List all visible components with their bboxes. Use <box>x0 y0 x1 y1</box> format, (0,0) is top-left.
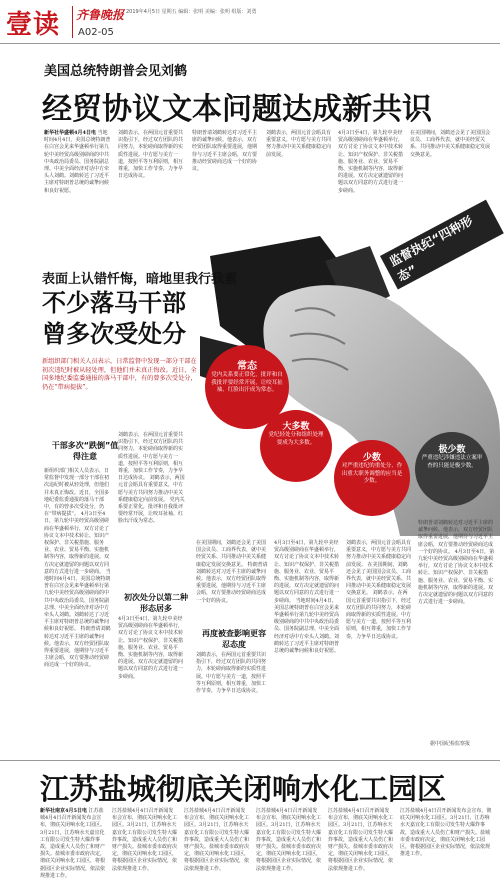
feature-column-2 <box>118 432 186 588</box>
feature-headline <box>42 288 186 350</box>
feature-subhead-2: 初次处分以第二种形态居多 <box>124 593 188 613</box>
feature-subhead-3: 再度被查影响更容忍态度 <box>202 629 266 649</box>
feature-subhead-1: 干部多次“跌倒”值得注意 <box>51 441 119 461</box>
bubble-jishaoshu <box>415 432 489 506</box>
page-number: A02-05 <box>78 27 114 38</box>
story2-column-3 <box>184 808 250 872</box>
story2-column-1 <box>40 808 106 879</box>
story1-paragraph: 在美国期间，刘鹤还会见了美国国会议员、工商界代表，就中美经贸关系、共同推动中美关系健康稳定发展交换意见。 <box>410 130 491 158</box>
feature-paragraph: 新组织部门相关人员表示，日常监督中发现一部分干部在初次违纪时被从轻处理，但他们并未真正悔改。近日，全国多地纪委监委通报的落马干部中，有的曾多次受处分，仍在“带病提拔”。 <box>44 468 110 518</box>
story1-column-1 <box>44 130 112 240</box>
bubble-changtai-title: 常态 <box>237 361 257 372</box>
feature-column-2b <box>118 616 186 756</box>
bubble-daduoshu <box>260 410 332 482</box>
story2-dateline: 新华社南京4月5日电 <box>40 808 87 814</box>
feature-credit: 据中国纪检监察报 <box>430 741 471 747</box>
masthead <box>0 0 500 44</box>
feature-column-1 <box>44 468 112 756</box>
story2-paragraph: 江苏盐城4月4日召开新闻发布会宣布，彻底关闭响水化工园区。3月21日，江苏响水天嘉宜化工有限公司发生特大爆炸事故，造成重大人员伤亡和财产损失。盐城市委市政府决定，彻底关闭响水化工园区，将根据园区企业实际情况，依法依规推进工作。 <box>400 808 492 858</box>
section-name: 壹读 <box>6 10 61 40</box>
feature-paragraph: 4月3日至4日，第九轮中美经贸高级别磋商在华盛顿举行，双方讨论了协议文本中技术转让、知识产权保护、非关税措施、服务业、农业、贸易平衡、实施机制等内容，取得新的进展。双方决定就遗留的问题以双方同意的方式进行进一步磋商。 <box>118 616 184 680</box>
story-divider <box>0 760 500 761</box>
feature-paragraph: 当地时间4月4日，美国总统特朗普在白宫会见来华盛顿举行第九轮中美经贸高级别磋商的中共中央政治局委员、国务院副总理、中美全面经济对话中方牵头人刘鹤。刘鹤转达了习近平主席对特朗普总统的诚挚问候和良好祝愿。 <box>274 597 340 655</box>
story2-paragraph: 江苏盐城4月4日召开新闻发布会宣布，彻底关闭响水化工园区。3月21日，江苏响水天嘉宜化工有限公司发生特大爆炸事故，造成重大人员伤亡和财产损失。盐城市委市政府决定，彻底关闭响水化工园区，将根据园区企业实际情况，依法依规推进工作。 <box>256 808 322 872</box>
feature-paragraph: 当地时间4月4日，美国总统特朗普在白宫会见来华盛顿举行第九轮中美经贸高级别磋商的中共中央政治局委员、国务院副总理、中美全面经济对话中方牵头人刘鹤。刘鹤转达了习近平主席对特朗普总统的诚挚问候和良好祝愿。 <box>44 568 111 633</box>
bubble-daduoshu-desc: 党纪轻处分和组织处理要成为大多数。 <box>268 432 324 446</box>
story1-kicker: 美国总统特朗普会见刘鹤 <box>44 64 188 79</box>
feature-paragraph: 在美国期间，刘鹤还会见了美国国会议员、工商界代表，就中美经贸关系、共同推动中美关系健康稳定发展交换意见。 <box>346 561 412 597</box>
story2-paragraph: 江苏盐城4月4日召开新闻发布会宣布，彻底关闭响水化工园区。3月21日，江苏响水天嘉宜化工有限公司发生特大爆炸事故，造成重大人员伤亡和财产损失。盐城市委市政府决定，彻底关闭响水化工园区，将根据园区企业实际情况，依法依规推进工作。 <box>184 808 250 872</box>
newspaper-logo: 齐鲁晚报 <box>76 8 125 22</box>
feature-banner: 监督执纪“四种形态” <box>380 200 504 290</box>
story1-paragraph: 4月3日至4日，第九轮中美经贸高级别磋商在华盛顿举行，双方讨论了协议文本中技术转让、知识产权保护、非关税措施、服务业、农业、贸易平衡、实施机制等内容，取得新的进展。双方决定就遗留的问题以双方同意的方式进行进一步磋商。 <box>338 130 404 194</box>
feature-headline-line1: 不少落马干部 <box>42 289 186 317</box>
story1-paragraph: 刘鹤表示，在两国元首重要共识指引下，经过双方团队的共同努力，本轮磋商取得新的实质性进展。中方愿与美方一道，按照平等互利原则，相互尊重，加快工作节奏，力争早日达成协议。 <box>118 130 184 180</box>
story1-paragraph: 特朗普请刘鹤转达对习近平主席的诚挚问候。他表示，双方经贸团队取得重要进展，他期待与习近平主席会晤，双方要推动经贸磋商达成一个好的协议。 <box>192 130 258 173</box>
story2-paragraph: 江苏盐城4月4日召开新闻发布会宣布，彻底关闭响水化工园区。3月21日，江苏响水天嘉宜化工有限公司发生特大爆炸事故，造成重大人员伤亡和财产损失。盐城市委市政府决定，彻底关闭响水化工园区，将根据园区企业实际情况，依法依规推进工作。 <box>328 808 394 872</box>
feature-paragraph: 刘鹤表示，在两国元首重要共识指引下，经过双方团队的共同努力，本轮磋商取得新的实质性进展。中方愿与美方一道，按照平等互利原则，相互尊重，加快工作节奏，力争早日达成协议。 <box>196 652 267 695</box>
feature-kicker: 表面上认错忏悔，暗地里我行我素 <box>42 272 238 287</box>
feature-paragraph: 党内关系要正常化，批评和自我批评要经常开展，让咬耳扯袖、红脸出汗成为常态。 <box>118 496 185 525</box>
story1-paragraph: 刘鹤表示，两国元首会晤具有重要意义，中方愿与美方共同努力推动中美关系健康稳定向前发展。 <box>266 130 332 158</box>
story1-paragraph: 当地时间4月4日，美国总统特朗普在白宫会见来华盛顿举行第九轮中美经贸高级别磋商的中共中央政治局委员、国务院副总理、中美全面经济对话中方牵头人刘鹤。刘鹤转达了习近平主席对特朗普总统的诚挚问候和良好祝愿。 <box>44 130 111 194</box>
feature-intro: 新组织部门相关人员表示，日常监督中发现一部分干部在初次违纪时被从轻处理，但他们并未真正悔改。近日，全国多地纪委监委通报的落马干部中，有的曾多次受处分，仍在“带病提拔”。 <box>42 358 197 391</box>
story2-column-2 <box>112 808 178 872</box>
story1-headline: 经贸协议文本问题达成新共识 <box>42 92 432 127</box>
feature-paragraph: 特朗普请刘鹤转达对习近平主席的诚挚问候。他表示，双方经贸团队取得重要进展，他期待与习近平主席会晤，双方要推动经贸磋商达成一个好的协议。 <box>196 561 268 604</box>
edition-meta: 2019年4月5日 星期五 编辑：张明 美编：张明 组版：刘勇 <box>126 9 257 15</box>
story2-column-5 <box>328 808 394 872</box>
story2-paragraph: 江苏盐城4月4日召开新闻发布会宣布，彻底关闭响水化工园区。3月21日，江苏响水天嘉宜化工有限公司发生特大爆炸事故，造成重大人员伤亡和财产损失。盐城市委市政府决定，彻底关闭响水化工园区，将根据园区企业实际情况，依法依规推进工作。 <box>40 808 106 879</box>
story1-column-2 <box>118 130 186 240</box>
bubble-shaoshu <box>334 440 410 516</box>
story2-column-6 <box>400 808 494 856</box>
feature-paragraph: 在美国期间，刘鹤还会见了美国国会议员、工商界代表，就中美经贸关系、共同推动中美关系健康稳定发展交换意见。 <box>196 540 267 568</box>
feature-column-4 <box>274 540 340 756</box>
feature-column-3b <box>196 652 268 756</box>
story2-headline: 江苏盐城彻底关闭响水化工园区 <box>40 772 447 806</box>
feature-paragraph: 4月3日至4日，第九轮中美经贸高级别磋商在华盛顿举行，双方讨论了协议文本中技术转让、知识产权保护、非关税措施、服务业、农业、贸易平衡、实施机制等内容，取得新的进展。双方决定就遗留的问题以双方同意的方式进行进一步磋商。 <box>44 511 110 575</box>
feature-paragraph: 刘鹤表示，两国元首会晤具有重要意义，中方愿与美方共同努力推动中美关系健康稳定向前发展。 <box>346 540 412 568</box>
feature-column-6 <box>418 520 496 738</box>
story1-column-5 <box>338 130 404 240</box>
bubble-shaoshu-title: 少数 <box>362 453 381 463</box>
feature-paragraph: 刘鹤表示，在两国元首重要共识指引下，经过双方团队的共同努力，本轮磋商取得新的实质性进展。中方愿与美方一道，按照平等互利原则，相互尊重，加快工作节奏，力争早日达成协议。 <box>346 590 412 640</box>
bubble-changtai-desc: 党内关系要正常化，批评和自我批评要经常开展，让咬耳扯袖、红脸出汗成为常态。 <box>211 372 283 393</box>
feature-column-3 <box>196 540 268 626</box>
bubble-jishaoshu-desc: 严重违纪涉嫌违法立案审查的只能是极少数。 <box>421 455 483 469</box>
feature-paragraph: 4月3日至4日，第九轮中美经贸高级别磋商在华盛顿举行，双方讨论了协议文本中技术转让、知识产权保护、非关税措施、服务业、农业、贸易平衡、实施机制等内容，取得新的进展。双方决定就遗留的问题以双方同意的方式进行进一步磋商。 <box>274 540 340 604</box>
masthead-divider <box>72 6 73 38</box>
bubble-jishaoshu-title: 极少数 <box>438 445 466 455</box>
feature-paragraph: 特朗普请刘鹤转达对习近平主席的诚挚问候。他表示，双方经贸团队取得重要进展，他期待与习近平主席会晤，双方要推动经贸磋商达成一个好的协议。 <box>418 520 494 555</box>
feature-paragraph: 特朗普请刘鹤转达对习近平主席的诚挚问候。他表示，双方经贸团队取得重要进展，他期待与习近平主席会晤，双方要推动经贸磋商达成一个好的协议。 <box>44 626 111 669</box>
story1-column-3 <box>192 130 260 240</box>
feature-headline-line2: 曾多次受处分 <box>42 320 186 348</box>
feature-column-5 <box>346 540 412 756</box>
story2-column-4 <box>256 808 322 872</box>
story1-dateline: 新华社华盛顿4月4日电 <box>44 130 96 136</box>
bubble-shaoshu-desc: 对严重违纪的重处分、作出重大职务调整的应当是少数。 <box>341 463 403 484</box>
feature-paragraph: 刘鹤表示，在两国元首重要共识指引下，经过双方团队的共同努力，本轮磋商取得新的实质性进展。中方愿与美方一道，按照平等互利原则，相互尊重，加快工作节奏，力争早日达成协议。 <box>118 432 184 482</box>
bubble-daduoshu-title: 大多数 <box>282 422 310 432</box>
story2-paragraph: 江苏盐城4月4日召开新闻发布会宣布，彻底关闭响水化工园区。3月21日，江苏响水天嘉宜化工有限公司发生特大爆炸事故，造成重大人员伤亡和财产损失。盐城市委市政府决定，彻底关闭响水化工园区，将根据园区企业实际情况，依法依规推进工作。 <box>112 808 178 872</box>
story1-column-4 <box>266 130 332 240</box>
feature-paragraph: 4月3日至4日，第九轮中美经贸高级别磋商在华盛顿举行，双方讨论了协议文本中技术转让、知识产权保护、非关税措施、服务业、农业、贸易平衡、实施机制等内容，取得新的进展。双方决定就遗留的问题以双方同意的方式进行进一步磋商。 <box>418 548 495 606</box>
feature-paragraph: 刘鹤表示，两国元首会晤具有重要意义，中方愿与美方共同努力推动中美关系健康稳定向前发展。 <box>118 475 185 503</box>
